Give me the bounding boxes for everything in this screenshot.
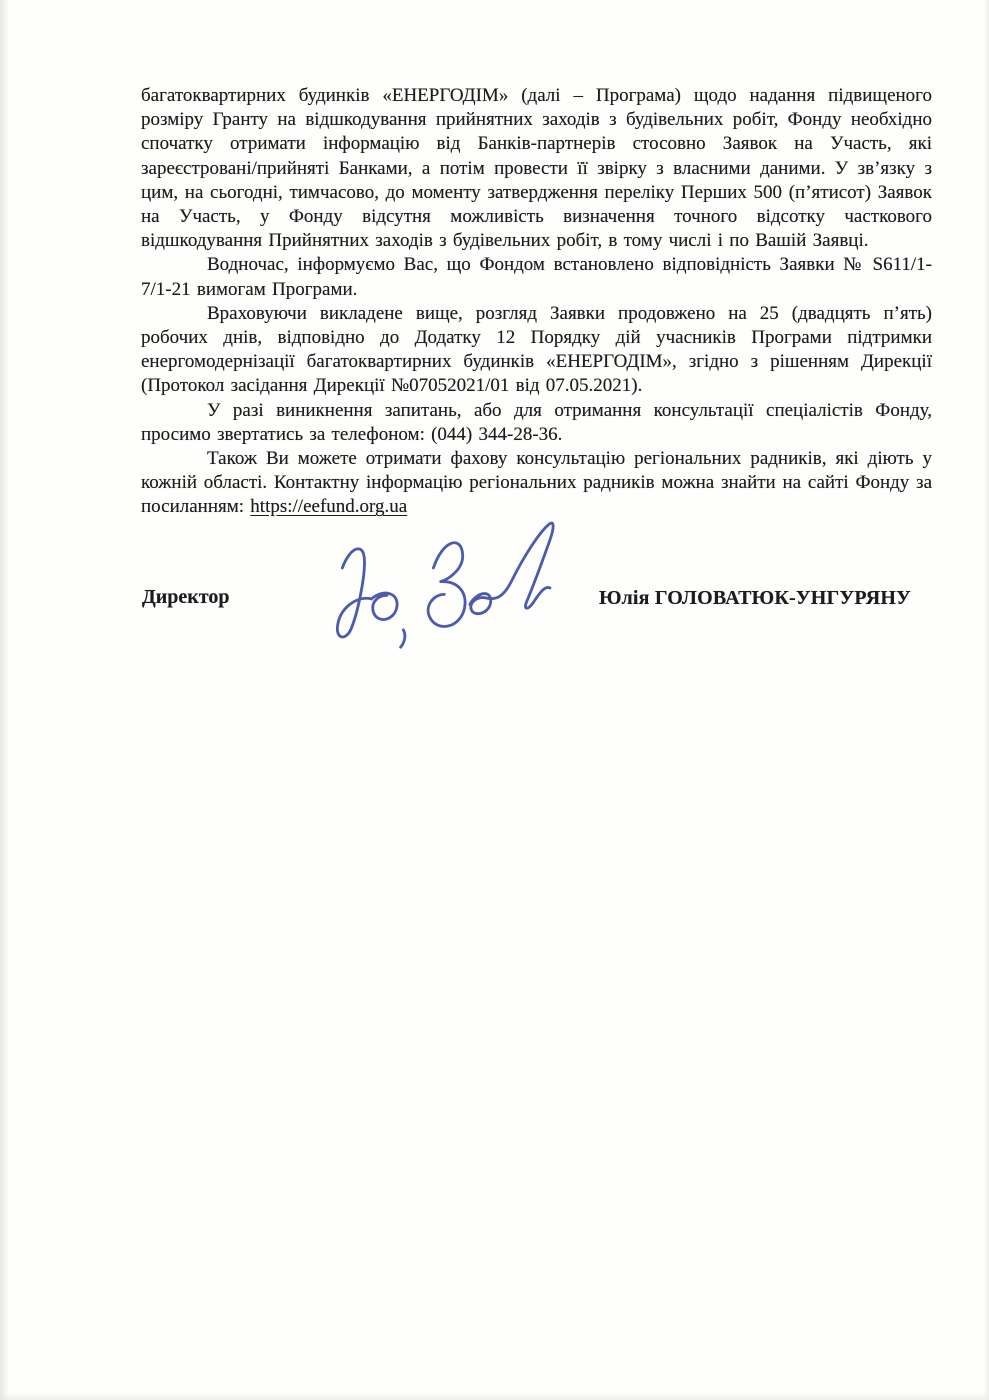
paragraph-1: багатоквартирних будинків «ЕНЕРГОДІМ» (далі – Програма) щодо надання підвищеного розміру Гранту на відшкодування прийнятних заходів з будівельних робіт, Фонду необхідно спочатку отримати інформацію від Банків-партнерів стосовно Заявок на Участь, які зареєстровані/прийняті Банками, а потім провести її звірку з власними даними. У зв’язку з цим, на сьогодні, тимчасово, до моменту затвердження переліку Перших 500 (п’ятисот) Заявок на Участь, у Фонду відсутня можливість визначення точного відсотку часткового відшкодування Прийнятних заходів з будівельних робіт, в тому числі і по Вашій Заявці. [141,85,932,252]
signatory-title: Директор [142,586,230,608]
letter-body [141,84,932,520]
paragraph-4: У разі виникнення запитань, або для отримання консультації спеціалістів Фонду, просимо звертатись за телефоном: (044) 344-28-36. [141,399,932,445]
paragraph-2: Водночас, інформуємо Вас, що Фондом встановлено відповідність Заявки № S611/1-7/1-21 вимогам Програми. [141,254,932,300]
paragraph-3: Враховуючи викладене вище, розгляд Заявки продовжено на 25 (двадцять п’ять) робочих днів, відповідно до Додатку 12 Порядку дій учасників Програми підтримки енергомодернізації багатоквартирних будинків «ЕНЕРГОДІМ», згідно з рішенням Дирекції (Протокол засідання Дирекції №07052021/01 від 07.05.2021). [141,302,932,397]
paragraph-5 [141,447,932,520]
eefund-link[interactable]: https://eefund.org.ua [250,496,408,518]
signatory-name: Юлія ГОЛОВАТЮК-УНГУРЯНУ [599,587,912,609]
handwritten-signature [315,512,570,664]
paragraph-5-text: Також Ви можете отримати фахову консультацію регіональних радників, які діють у кожній області. Контактну інформацію регіональних радників можна знайти на сайті Фонду за посиланням: [141,448,932,518]
